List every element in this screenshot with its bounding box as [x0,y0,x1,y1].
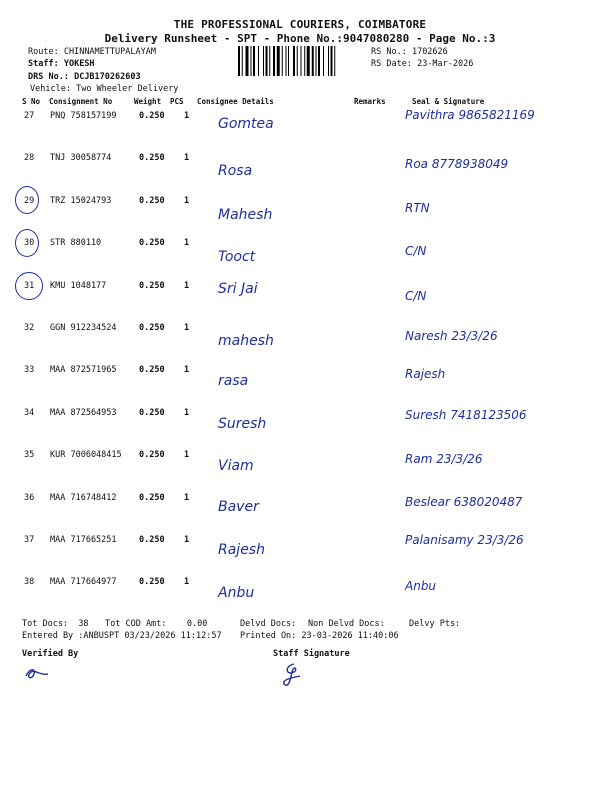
sno-circle-31 [15,272,43,300]
row-weight: 0.250 [139,492,165,503]
barcode-bar [307,46,310,76]
non-delvd-docs: Non Delvd Docs: [308,619,385,629]
row-consignee-handwriting: Mahesh [218,206,273,223]
row-seal-signature-handwriting: Roa 8778938049 [405,157,509,172]
col-header-consignment: Consignment No [49,97,113,106]
row-consignee-handwriting: Anbu [218,585,255,602]
row-sno: 31 [24,280,35,291]
row-consignee-handwriting: Baver [218,498,259,515]
row-seal-signature-handwriting: Pavithra 9865821169 [405,108,535,122]
row-consignee-handwriting: Rajesh [218,542,265,558]
row-consignment: MAA 872571965 [50,365,117,376]
row-seal-signature-handwriting: C/N [405,288,427,303]
row-weight: 0.250 [139,323,165,333]
row-weight: 0.250 [139,280,165,291]
barcode-bar [286,46,287,76]
row-sno: 32 [24,323,35,333]
row-pcs: 1 [184,280,190,291]
verified-by-label: Verified By [22,649,79,659]
row-consignee-handwriting: Suresh [218,415,267,432]
row-pcs: 1 [184,407,190,418]
sno-circle-29 [15,186,39,214]
barcode-bar [293,46,295,76]
row-consignee-handwriting: Gomtea [218,116,274,132]
route-line: Route: CHINNAMETTUPALAYAM [28,47,156,57]
row-consignment: KMU 1048177 [50,280,107,291]
row-weight: 0.250 [139,238,165,249]
row-consignee-handwriting: Tooct [218,249,256,266]
row-sno: 36 [24,492,35,503]
col-header-weight: Weight [134,97,162,106]
row-consignment: GGN 912234524 [50,323,117,333]
barcode-bar [263,46,264,76]
row-pcs: 1 [184,365,190,376]
barcode-bar [304,46,305,76]
row-consignment: TRZ 15024793 [50,195,112,206]
barcode-bar [328,46,329,76]
row-weight: 0.250 [139,535,165,545]
row-pcs: 1 [184,492,190,503]
barcode-bar [266,46,268,76]
row-seal-signature-handwriting: Ram 23/3/26 [405,452,483,467]
barcode-bar [253,46,255,76]
drs-line: DRS No.: DCJB170262603 [28,72,141,82]
tot-docs: Tot Docs: 38 [22,619,89,629]
staff-signature-icon [280,660,306,690]
runsheet-subtitle: Delivery Runsheet - SPT - Phone No.:9047080280 - Page No.:3 [104,32,496,45]
row-sno: 29 [24,195,35,206]
row-consignee-handwriting: Viam [218,458,254,475]
barcode-bar [288,46,289,76]
col-header-seal-signature: Seal & Signature [412,97,485,106]
row-seal-signature-handwriting: Beslear 638020487 [405,494,523,509]
row-weight: 0.250 [139,407,165,418]
row-pcs: 1 [184,535,190,545]
row-sno: 30 [24,238,35,249]
staff-line: Staff: YOKESH [28,59,95,69]
company-title: THE PROFESSIONAL COURIERS, COIMBATORE [173,18,427,31]
barcode-bar [297,46,298,76]
col-header-consignee: Consignee Details [197,97,274,106]
row-consignment: PNQ 758157199 [50,111,117,121]
row-weight: 0.250 [139,111,165,121]
rs-date-line: RS Date: 23-Mar-2026 [371,59,474,69]
row-consignment: MAA 717664977 [50,577,117,588]
barcode-bar [238,46,240,76]
row-weight: 0.250 [139,577,165,588]
row-seal-signature-handwriting: Anbu [405,579,437,594]
row-consignment: MAA 872564953 [50,407,117,418]
row-sno: 28 [24,153,35,164]
row-consignment: KUR 7006048415 [50,450,122,461]
row-sno: 35 [24,450,35,461]
entered-by: Entered By :ANBUSPT 03/23/2026 11:12:57 [22,631,222,641]
col-header-remarks: Remarks [354,97,386,106]
barcode-bar [242,46,243,76]
row-sno: 38 [24,577,35,588]
row-sno: 27 [24,111,35,121]
delvd-docs: Delvd Docs: [240,619,297,629]
row-consignment: MAA 717665251 [50,535,117,545]
row-consignee-handwriting: Rosa [218,163,253,180]
row-weight: 0.250 [139,195,165,206]
barcode-bar [273,46,275,76]
barcode-bar [301,46,302,76]
barcode-bar [251,46,252,76]
row-seal-signature-handwriting: Rajesh [405,367,446,382]
barcode-image [238,46,368,76]
vehicle-line: Vehicle: Two Wheeler Delivery [30,84,179,94]
row-pcs: 1 [184,450,190,461]
barcode-bar [277,46,280,76]
tot-cod: Tot COD Amt: 0.00 [105,619,208,629]
row-sno: 34 [24,407,35,418]
barcode-bar [246,46,249,76]
row-pcs: 1 [184,195,190,206]
staff-signature-label: Staff Signature [273,649,350,659]
row-consignment: TNJ 30058774 [50,153,112,164]
row-pcs: 1 [184,323,190,333]
printed-on: Printed On: 23-03-2026 11:40:06 [240,631,399,641]
row-pcs: 1 [184,238,190,249]
barcode-bar [316,46,317,76]
barcode-bar [331,46,333,76]
row-sno: 37 [24,535,35,545]
row-sno: 33 [24,365,35,376]
row-consignee-handwriting: Sri Jai [218,280,258,297]
barcode-bar [318,46,320,76]
row-consignment: MAA 716748412 [50,492,117,503]
row-seal-signature-handwriting: C/N [405,244,427,259]
sno-circle-30 [15,229,39,257]
barcode-bar [282,46,283,76]
verified-by-signature-icon [22,664,52,684]
row-seal-signature-handwriting: Suresh 7418123506 [405,407,527,422]
row-seal-signature-handwriting: Naresh 23/3/26 [405,329,498,343]
barcode-bar [269,46,270,76]
row-consignee-handwriting: rasa [218,373,249,390]
col-header-sno: S No [22,97,41,106]
rs-no-line: RS No.: 1702626 [371,47,448,57]
row-consignee-handwriting: mahesh [218,333,274,349]
barcode-bar [258,46,259,76]
row-pcs: 1 [184,577,190,588]
row-weight: 0.250 [139,153,165,164]
delvy-pts: Delvy Pts: [409,619,461,629]
row-weight: 0.250 [139,365,165,376]
row-pcs: 1 [184,111,190,121]
row-seal-signature-handwriting: Palanisamy 23/3/26 [405,533,524,547]
row-weight: 0.250 [139,450,165,461]
row-pcs: 1 [184,153,190,164]
row-seal-signature-handwriting: RTN [405,200,430,215]
col-header-pcs: PCS [170,97,184,106]
row-consignment: STR 880110 [50,238,102,249]
barcode-bar [323,46,324,76]
barcode-bar [334,46,335,76]
barcode-bar [312,46,314,76]
